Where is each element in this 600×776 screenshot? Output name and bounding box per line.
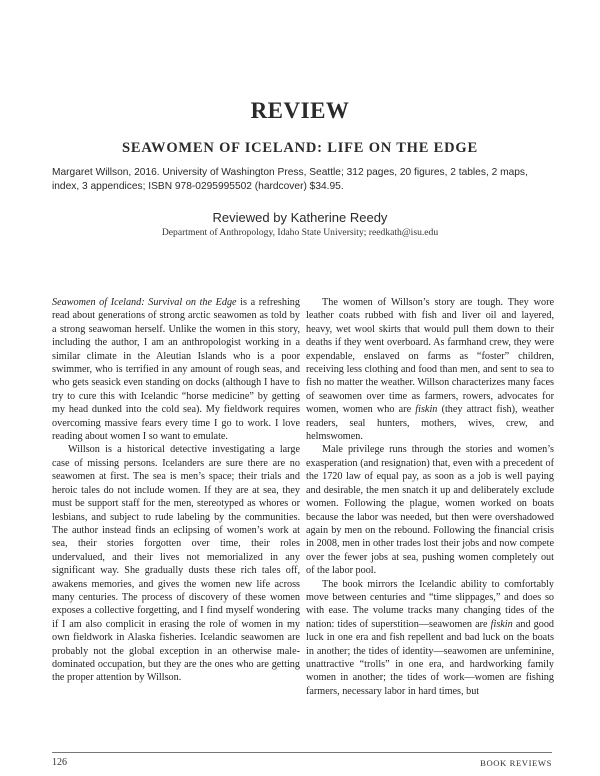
- right-column: [306, 296, 554, 698]
- paragraph-text: (they attract fish), weather readers, seal hunters, mothers, wives, crew, and helmswomen.: [306, 404, 554, 443]
- paragraph: [306, 578, 554, 699]
- book-title-heading: SEAWOMEN OF ICELAND: LIFE ON THE EDGE: [122, 140, 478, 156]
- page-title: REVIEW: [250, 98, 350, 123]
- paragraph-text: The book mirrors the Icelandic ability to comfortably move between centuries and “time slippages,” and does so with ease. The volume tracks many changing tides of the nation: tides of superstition—seawomen are: [306, 578, 554, 630]
- page-number: 126: [52, 757, 67, 768]
- paragraph: Willson is a historical detective investigating a large case of missing persons. Icelanders are sure there are no seawomen at first. The sea is men’s space; their trials and heroic tales do not include women. If they are at sea, they must be support staff for the men, stereotyped as whores or lesbians, and subject to rude labeling by the communities. The author instead finds an eclipsing of women’s work at sea, their stories forgotten over time, their roles undervalued, and their lives not memorialized in any significant way. She gradually dusts these rich tales off, awakens memories, and gives the women new life across many centuries. The process of discovery of these women exposes a collective forgetting, and I find myself wondering if I am also complicit in erasing the role of women in my own fieldwork in Alaska fisheries. Icelandic seawomen are probably not the global exception in an otherwise male-dominated occupation, but they are the ones who are getting the proper attention by Willson.: [52, 444, 300, 684]
- term-italic: fiskin: [415, 404, 438, 416]
- reviewer-name: Reviewed by Katherine Reedy: [212, 210, 388, 225]
- paragraph-text: is a refreshing read about generations of strong arctic seawomen as told by a strong seawoman herself. Unlike the women in this story, including the author, I am an anthropologist working in a similar climate in the Aleutian Islands who is a poor swimmer, who is terrified in any amount of rough seas, and who gets seasick even standing on docks (although I have to try to cure this with Icelandic “horse medicine” by getting my head dunked into the cold sea). My fieldwork requires overcoming massive fears every time I go to work. I love reading about women I so want to emulate.: [52, 297, 300, 443]
- paragraph: Male privilege runs through the stories and women’s exasperation (and resignation) that, even with a precedent of the 1720 law of equal pay, as soon as a job is well paying and desirable, the men snatch it up and deliberately exclude women. Following the plague, women worked on boats because the labor was needed, but then were overshadowed again by men on the rebound. Following the financial crisis in 2008, men in other trades lost their jobs and now compete over the fewer jobs at sea, pushing women completely out of the labor pool.: [306, 444, 554, 577]
- paragraph-text: The women of Willson’s story are tough. They wore leather coats rubbed with fish and liver oil and layered, heavy, wet wool skirts that would pull them down to their deaths if they went overboard. As farmhand crew, they were expendable, enslaved on farms as “foster” children, receiving less clothing and food than men, and sent to sea to fish no matter the weather. Willson characterizes many faces of seawomen over time as farmers, rowers, advocates for women, women who are: [306, 297, 554, 416]
- paragraph: [52, 296, 300, 443]
- paragraph: [306, 296, 554, 443]
- book-title-italic: Seawomen of Iceland: Survival on the Edge: [52, 297, 237, 308]
- reviewer-affiliation: Department of Anthropology, Idaho State University; reedkath@isu.edu: [161, 227, 439, 238]
- running-head: BOOK REVIEWS: [480, 758, 552, 768]
- book-citation: Margaret Willson, 2016. University of Washington Press, Seattle; 312 pages, 20 figures, 2 tables, 2 maps, index, 3 appendices; ISBN 978-0295995502 (hardcover) $34.95.: [52, 167, 528, 192]
- paragraph-text: and good luck in one era and fish repellent and bad luck on the boats in another; the tides of identity—seawomen are unfeminine, unattractive “trolls” in one era, and hardworking family women in another; the tides of work—women are fishing farmers, necessary labor in hard times, but: [306, 618, 555, 697]
- left-column: [52, 296, 300, 685]
- term-italic: fiskin: [490, 618, 513, 630]
- footer-divider: [52, 752, 552, 753]
